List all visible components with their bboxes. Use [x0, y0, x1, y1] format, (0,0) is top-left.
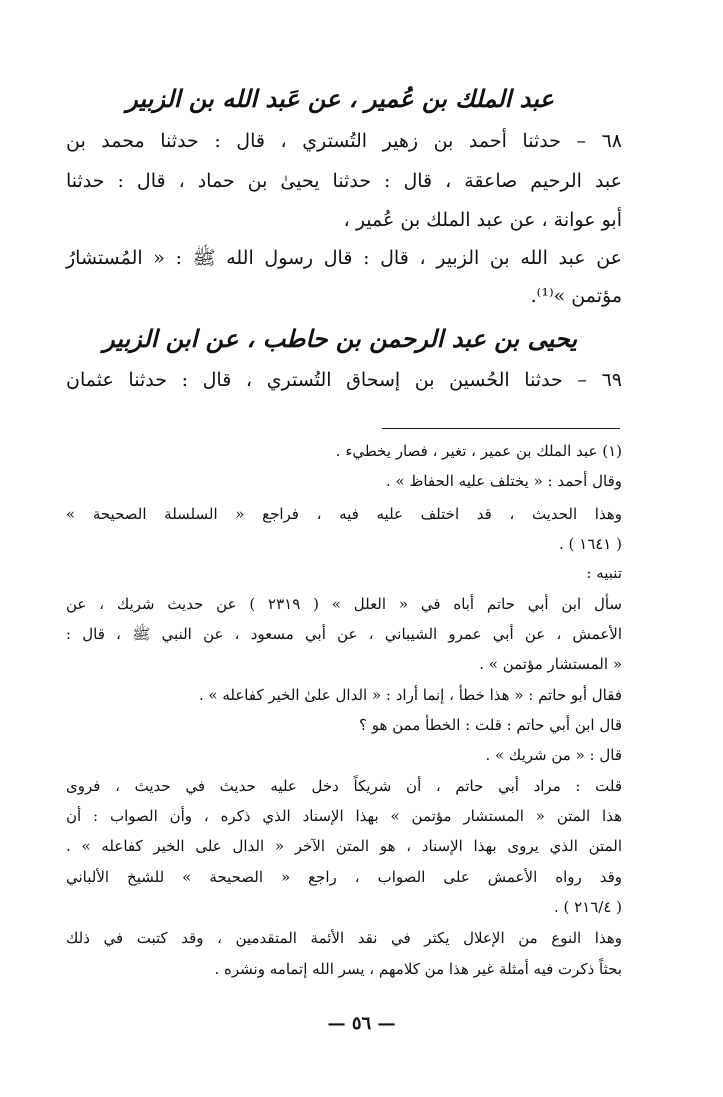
footnote-line-7: الأعمش ، عن أبي عمرو الشيباني ، عن أبي مسعود ، عن النبي ﷺ ، قال :: [66, 625, 622, 643]
hadith-68-line-2: عبد الرحيم صاعقة ، قال : حدثنا يحيىٰ بن حماد ، قال : حدثنا: [66, 170, 622, 192]
page-number: — ٥٦ —: [327, 1013, 396, 1034]
footnote-line-12: قلت : مراد أبي حاتم ، أن شريكاً دخل عليه حديث في حديث ، فروى: [66, 777, 622, 795]
footnote-line-9: فقال أبو حاتم : « هذا خطأ ، إنما أراد : « الدال علىٰ الخير كفاعله » .: [198, 686, 622, 704]
footnote-line-1: (١) عبد الملك بن عمير ، تغير ، فصار يخطيء .: [335, 442, 622, 460]
footnote-line-8: « المستشار مؤتمن » .: [479, 655, 622, 673]
footnote-line-11: قال : « من شريك » .: [485, 746, 622, 764]
footnote-line-4: ( ١٦٤١ ) .: [558, 535, 622, 553]
footnote-line-17: وهذا النوع من الإعلال يكثر في نقد الأئمة المتقدمين ، وقد كتبت في ذلك: [66, 929, 622, 947]
hadith-69-line-1: ٦٩ – حدثنا الحُسين بن إسحاق التُستري ، قال : حدثنا عثمان: [66, 369, 622, 391]
footnote-line-13: هذا المتن « المستشار مؤتمن » بهذا الإسناد الذي ذكره ، وأن الصواب : أن: [66, 807, 622, 825]
footnote-line-5: تنبيه :: [586, 564, 622, 582]
footnote-line-18: بحثاً ذكرت فيه أمثلة غير هذا من كلامهم ، يسر الله إتمامه ونشره .: [214, 960, 622, 978]
footnote-line-15: وقد رواه الأعمش على الصواب ، راجع « الصحيحة » للشيخ الألباني: [66, 868, 622, 886]
footnote-line-3: وهذا الحديث ، قد اختلف عليه فيه ، فراجع « السلسلة الصحيحة »: [66, 505, 622, 523]
hadith-68-line-4: عن عبد الله بن الزبير ، قال : قال رسول الله ﷺ : « المُستشارُ: [66, 247, 622, 269]
hadith-68-line-3: أبو عوانة ، عن عبد الملك بن عُمير ،: [343, 209, 622, 231]
footnote-line-2: وقال أحمد : « يختلف عليه الحفاظ » .: [385, 472, 622, 490]
footnote-line-6: سأل ابن أبي حاتم أباه في « العلل » ( ٢٣١٩ ) عن حديث شريك ، عن: [66, 595, 622, 613]
hadith-68-line-5: مؤتمن »⁽¹⁾.: [530, 285, 622, 307]
hadith-68-line-1: ٦٨ – حدثنا أحمد بن زهير التُستري ، قال : حدثنا محمد بن: [66, 130, 622, 152]
footnote-line-14: المتن الذي يروى بهذا الإسناد ، هو المتن الآخر « الدال على الخير كفاعله » .: [66, 837, 622, 855]
section-heading-1: عبد الملك بن عُمير ، عن عَبد الله بن الزبير: [126, 84, 554, 113]
section-heading-2: يحيى بن عبد الرحمن بن حاطب ، عن ابن الزبير: [102, 324, 578, 353]
footnote-line-10: قال ابن أبي حاتم : قلت : الخطأ ممن هو ؟: [359, 716, 622, 734]
footnote-line-16: ( ٢١٦/٤ ) .: [553, 898, 622, 916]
footnote-separator: [382, 428, 620, 429]
